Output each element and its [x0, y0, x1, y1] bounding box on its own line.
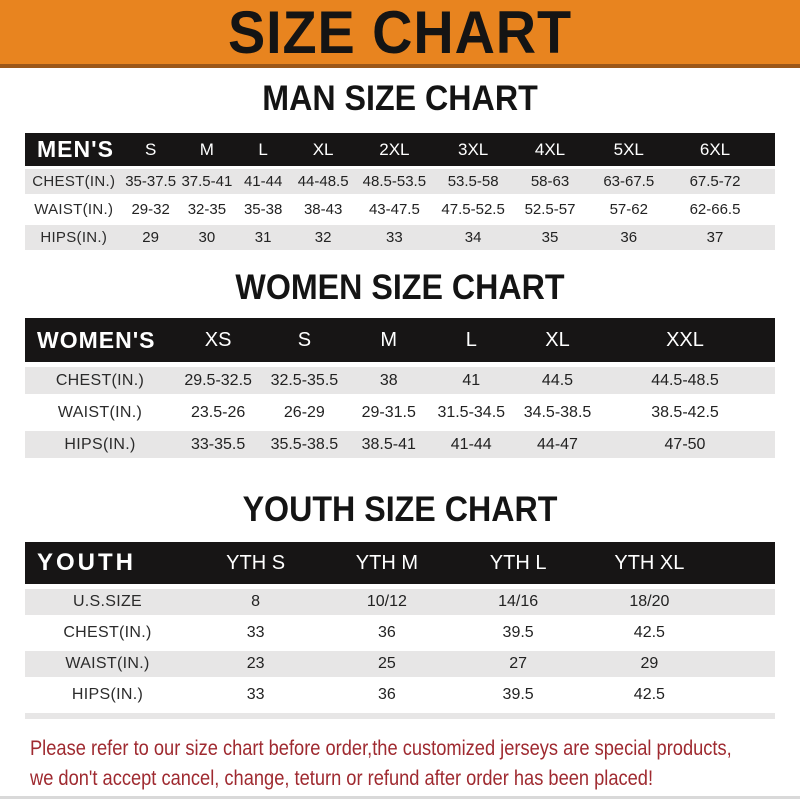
table-header-row: [25, 318, 775, 362]
size-value: 42.5: [584, 682, 715, 708]
size-value: 35-38: [235, 197, 291, 222]
size-value: 44-48.5: [291, 169, 355, 194]
table-row: [25, 169, 775, 194]
size-value: 36: [321, 682, 452, 708]
row-label: CHEST(IN.): [25, 367, 175, 394]
size-value: 62-66.5: [670, 197, 760, 222]
bottom-edge-line: [0, 796, 800, 799]
row-filler: [715, 713, 775, 719]
size-value: 29-31.5: [348, 399, 431, 426]
header-filler: [715, 542, 775, 584]
column-header: YTH XL: [584, 542, 715, 584]
womens-size-table: [25, 313, 775, 463]
size-value: 44.5: [513, 367, 603, 394]
table-row: [25, 620, 775, 646]
size-chart-banner: [0, 0, 800, 68]
size-value: 52.5-57: [513, 197, 588, 222]
size-value: 34: [434, 225, 513, 250]
size-value: 41: [430, 367, 513, 394]
disclaimer-line-1: Please refer to our size chart before order,the customized jerseys are special products,: [30, 737, 732, 760]
table-row: [25, 589, 775, 615]
header-filler: [760, 133, 775, 166]
row-label: [25, 713, 190, 719]
table-corner-label: YOUTH: [25, 542, 190, 584]
size-value: 63-67.5: [588, 169, 671, 194]
size-value: 41-44: [430, 431, 513, 458]
column-header: YTH S: [190, 542, 321, 584]
disclaimer-line-2: we don't accept cancel, change, teturn or refund after order has been placed!: [30, 767, 654, 790]
column-header: XL: [513, 318, 603, 362]
size-value: 18/20: [584, 589, 715, 615]
header-filler: [768, 318, 776, 362]
size-value: 33: [355, 225, 434, 250]
size-value: 36: [588, 225, 671, 250]
size-value: 47-50: [603, 431, 768, 458]
table-row: [25, 399, 775, 426]
row-label: WAIST(IN.): [25, 197, 123, 222]
table-row: [25, 225, 775, 250]
column-header: M: [179, 133, 235, 166]
column-header: L: [430, 318, 513, 362]
column-header: 3XL: [434, 133, 513, 166]
row-filler: [715, 682, 775, 708]
size-value: 23: [190, 651, 321, 677]
table-row: [25, 197, 775, 222]
size-value: 36: [321, 620, 452, 646]
column-header: 6XL: [670, 133, 760, 166]
man-size-chart-heading: MAN SIZE CHART: [262, 79, 538, 118]
column-header: 4XL: [513, 133, 588, 166]
size-value: [190, 713, 321, 719]
column-header: XXL: [603, 318, 768, 362]
table-row: [25, 682, 775, 708]
row-label: HIPS(IN.): [25, 431, 175, 458]
table-end-strip: [25, 713, 775, 719]
size-value: 8: [190, 589, 321, 615]
size-value: 53.5-58: [434, 169, 513, 194]
size-value: 47.5-52.5: [434, 197, 513, 222]
size-value: [321, 713, 452, 719]
size-value: 58-63: [513, 169, 588, 194]
size-value: 35.5-38.5: [261, 431, 347, 458]
size-value: 35: [513, 225, 588, 250]
table-row: [25, 431, 775, 458]
size-value: 34.5-38.5: [513, 399, 603, 426]
size-value: [453, 713, 584, 719]
size-value: 31: [235, 225, 291, 250]
table-header-row: [25, 133, 775, 166]
table-header-row: [25, 542, 775, 584]
size-value: 48.5-53.5: [355, 169, 434, 194]
row-filler: [715, 589, 775, 615]
size-value: [584, 713, 715, 719]
size-value: 29: [123, 225, 179, 250]
row-label: U.S.SIZE: [25, 589, 190, 615]
column-header: 2XL: [355, 133, 434, 166]
size-value: 38.5-42.5: [603, 399, 768, 426]
size-value: 33: [190, 682, 321, 708]
row-label: HIPS(IN.): [25, 225, 123, 250]
row-filler: [760, 197, 775, 222]
youth-size-chart-heading: YOUTH SIZE CHART: [242, 490, 558, 529]
size-value: 67.5-72: [670, 169, 760, 194]
size-value: 26-29: [261, 399, 347, 426]
size-value: 38-43: [291, 197, 355, 222]
size-value: 37.5-41: [179, 169, 235, 194]
column-header: 5XL: [588, 133, 671, 166]
column-header: XL: [291, 133, 355, 166]
size-value: 44.5-48.5: [603, 367, 768, 394]
row-label: WAIST(IN.): [25, 399, 175, 426]
column-header: YTH M: [321, 542, 452, 584]
size-value: 38: [348, 367, 431, 394]
women-size-chart-heading: WOMEN SIZE CHART: [235, 268, 565, 307]
column-header: YTH L: [453, 542, 584, 584]
size-value: 32: [291, 225, 355, 250]
size-value: 39.5: [453, 620, 584, 646]
row-filler: [715, 651, 775, 677]
table-row: [25, 367, 775, 394]
row-filler: [760, 225, 775, 250]
size-value: 30: [179, 225, 235, 250]
row-label: WAIST(IN.): [25, 651, 190, 677]
row-filler: [760, 169, 775, 194]
size-value: 29.5-32.5: [175, 367, 261, 394]
size-value: 35-37.5: [123, 169, 179, 194]
size-value: 42.5: [584, 620, 715, 646]
column-header: S: [261, 318, 347, 362]
order-disclaimer: [0, 734, 800, 794]
row-filler: [768, 367, 776, 394]
size-value: 14/16: [453, 589, 584, 615]
column-header: XS: [175, 318, 261, 362]
row-filler: [768, 431, 776, 458]
size-value: 31.5-34.5: [430, 399, 513, 426]
size-value: 44-47: [513, 431, 603, 458]
size-value: 29: [584, 651, 715, 677]
size-value: 27: [453, 651, 584, 677]
youth-size-table: [25, 537, 775, 724]
size-value: 25: [321, 651, 452, 677]
size-value: 57-62: [588, 197, 671, 222]
table-corner-label: WOMEN'S: [25, 318, 175, 362]
table-corner-label: MEN'S: [25, 133, 123, 166]
row-label: HIPS(IN.): [25, 682, 190, 708]
size-value: 38.5-41: [348, 431, 431, 458]
size-value: 32-35: [179, 197, 235, 222]
row-label: CHEST(IN.): [25, 620, 190, 646]
size-value: 10/12: [321, 589, 452, 615]
size-value: 29-32: [123, 197, 179, 222]
column-header: L: [235, 133, 291, 166]
size-value: 41-44: [235, 169, 291, 194]
size-value: 43-47.5: [355, 197, 434, 222]
size-table: [25, 313, 775, 463]
size-value: 23.5-26: [175, 399, 261, 426]
mens-size-table: [25, 130, 775, 253]
size-value: 39.5: [453, 682, 584, 708]
size-table: [25, 537, 775, 724]
size-value: 32.5-35.5: [261, 367, 347, 394]
size-value: 33-35.5: [175, 431, 261, 458]
size-value: 37: [670, 225, 760, 250]
row-filler: [715, 620, 775, 646]
row-label: CHEST(IN.): [25, 169, 123, 194]
row-filler: [768, 399, 776, 426]
table-row: [25, 651, 775, 677]
column-header: S: [123, 133, 179, 166]
size-table: [25, 130, 775, 253]
size-value: 33: [190, 620, 321, 646]
banner-title: SIZE CHART: [227, 0, 573, 66]
column-header: M: [348, 318, 431, 362]
